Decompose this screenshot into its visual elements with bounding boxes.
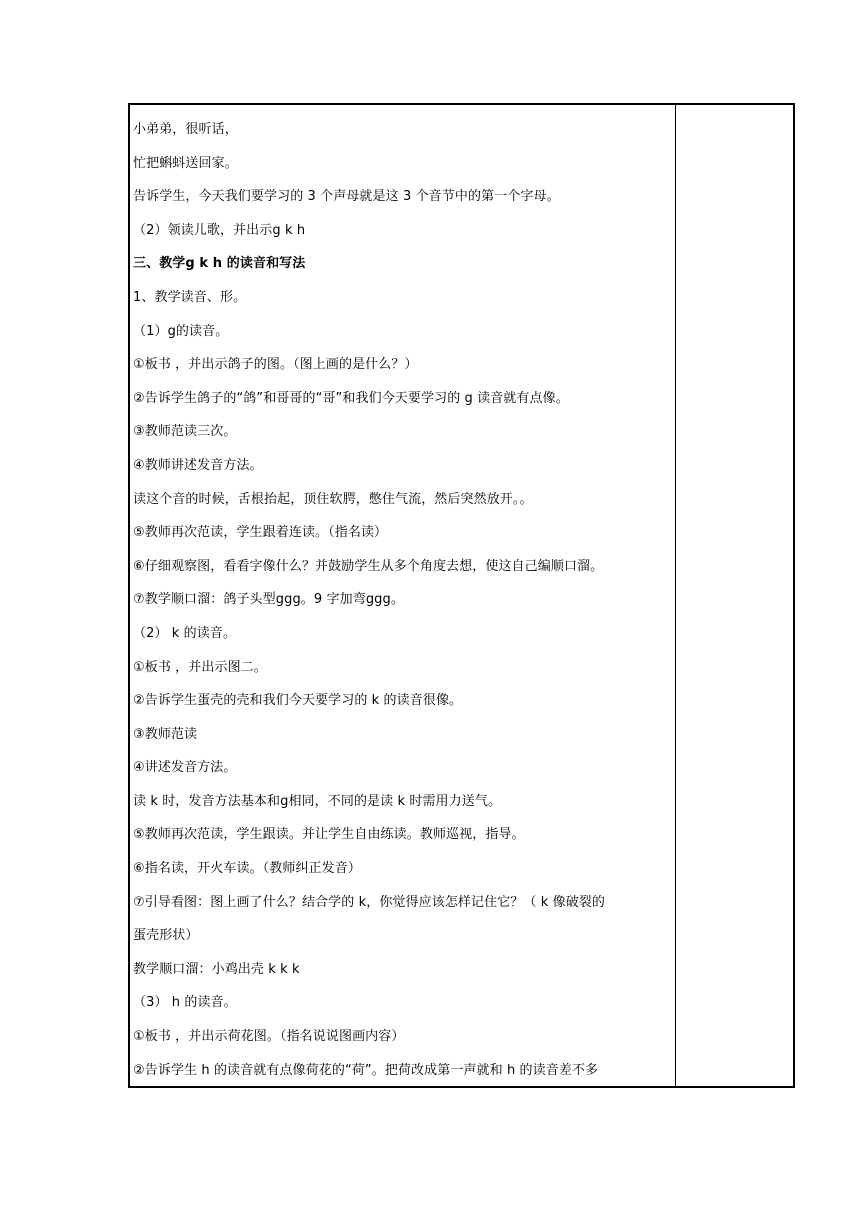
text-line: ④教师讲述发音方法。 (133, 457, 263, 473)
text-line: ③教师范读三次。 (133, 424, 237, 440)
text-line: ⑦引导看图：图上画了什么？结合学的 k，你觉得应该怎样记住它？（ k 像破裂的 (133, 894, 606, 910)
text-line: ②告诉学生蛋壳的壳和我们今天要学习的 k 的读音很像。 (133, 693, 463, 709)
text-line: ⑥仔细观察图，看看字像什么？并鼓励学生从多个角度去想，使这自己编顺口溜。 (133, 558, 604, 574)
text-line: ①板书 ，并出示荷花图。（指名说说图画内容） (133, 1029, 405, 1045)
text-line: 教学顺口溜：小鸡出壳 k k k (133, 961, 300, 977)
text-line: ⑤教师再次范读，学生跟读。并让学生自由练读。教师巡视，指导。 (133, 827, 525, 843)
text-line: 蛋壳形状） (133, 928, 199, 944)
text-line: ⑥指名读，开火车读。（教师纠正发音） (133, 861, 361, 877)
text-line: ③教师范读 (133, 726, 198, 742)
text-line: ②告诉学生鸽子的“鸽”和哥哥的“哥”和我们今天要学习的 g 读音就有点像。 (133, 390, 569, 406)
text-line: （1）g的读音。 (133, 323, 229, 339)
text-line: 忙把蝌蚪送回家。 (133, 155, 238, 171)
text-line: ②告诉学生 h 的读音就有点像荷花的“荷”。把荷改成第一声就和 h 的读音差不多 (133, 1062, 599, 1078)
text-line: ⑤教师再次范读，学生跟着连读。（指名读） (133, 525, 388, 541)
lesson-content-cell (130, 105, 676, 1086)
notes-cell (676, 105, 793, 1086)
text-line: 小弟弟，很听话， (133, 122, 238, 137)
text-line: ①板书 ，并出示图二。 (133, 659, 267, 675)
lesson-table (128, 103, 795, 1088)
text-line: ④讲述发音方法。 (133, 760, 237, 776)
text-line: ①板书 ，并出示鸽子的图。（图上画的是什么？） (133, 357, 418, 373)
text-line: （3） h 的读音。 (133, 995, 237, 1011)
text-line: （2）领读儿歌，并出示g k h (133, 222, 306, 238)
text-line: （2） k 的读音。 (133, 625, 237, 641)
text-line: 告诉学生，今天我们要学习的 3 个声母就是这 3 个音节中的第一个字母。 (133, 189, 560, 205)
text-line: 1、教学读音、形。 (133, 289, 247, 305)
text-line: ⑦教学顺口溜：鸽子头型ggg。9 字加弯ggg。 (133, 592, 404, 608)
section-heading: 三、教学g k h 的读音和写法 (133, 256, 306, 272)
text-line: 读 k 时，发音方法基本和g相同，不同的是读 k 时需用力送气。 (133, 793, 502, 809)
text-line: 读这个音的时候，舌根抬起，顶住软腭，憋住气流，然后突然放开。。 (133, 491, 533, 507)
